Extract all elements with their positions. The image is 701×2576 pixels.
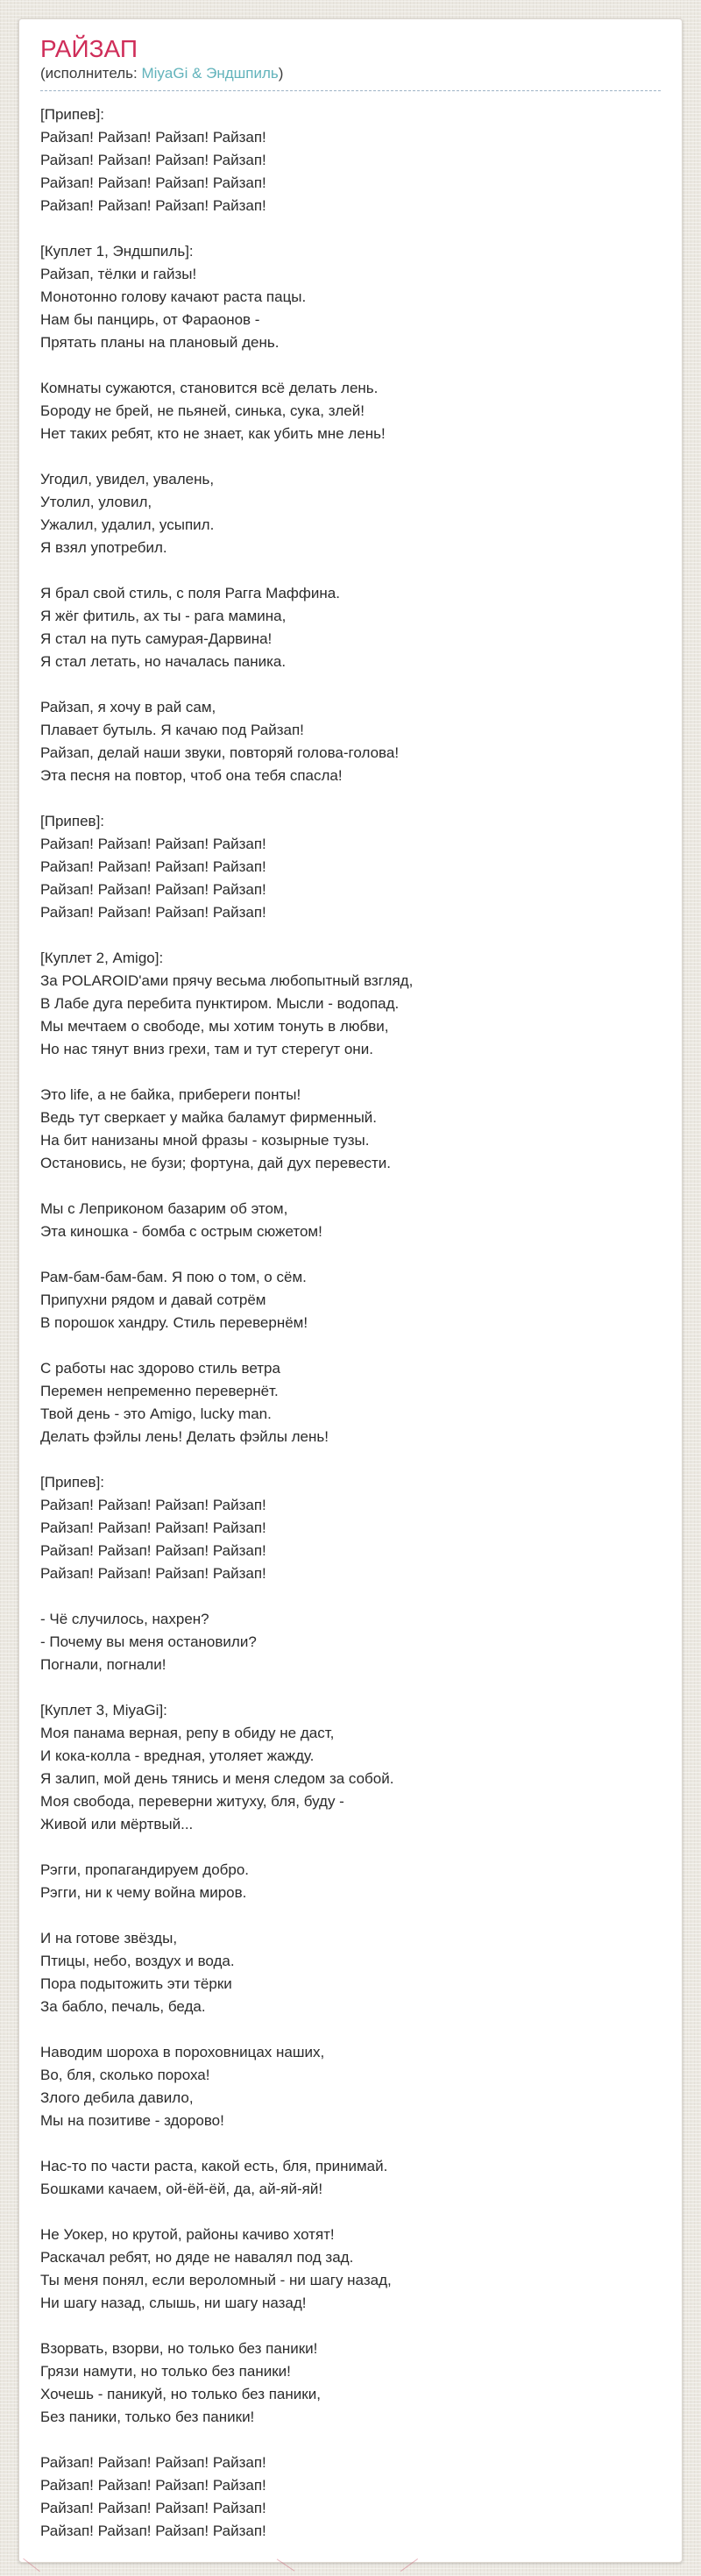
lyric-line: Рэгги, ни к чему война миров.: [40, 1884, 247, 1901]
lyric-line: Остановись, не бузи; фортуна, дай дух перевести.: [40, 1155, 392, 1171]
lyric-line: Плавает бутыль. Я качаю под Райзап!: [40, 722, 304, 738]
artist-line: [40, 63, 661, 84]
lyric-line: Припухни рядом и давай сотрём: [40, 1292, 266, 1308]
lyric-stanza: [40, 1198, 661, 1243]
lyric-line: Я жёг фитиль, ах ты - рага мамина,: [40, 608, 287, 624]
lyric-line: Рэгги, пропагандируем добро.: [40, 1861, 250, 1878]
lyric-stanza: [40, 1859, 661, 1904]
lyric-stanza: [40, 810, 661, 924]
lyric-stanza: [40, 2155, 661, 2201]
lyric-stanza: [40, 2451, 661, 2543]
lyric-line: Райзап, тёлки и гайзы!: [40, 266, 197, 282]
lyric-line: Злого дебила давило,: [40, 2089, 194, 2106]
lyric-line: Я стал летать, но началась паника.: [40, 653, 287, 670]
lyric-line: Ни шагу назад, слышь, ни шагу назад!: [40, 2295, 307, 2311]
lyric-line: Прятать планы на плановый день.: [40, 334, 280, 351]
lyric-line: Делать фэйлы лень! Делать фэйлы лень!: [40, 1428, 329, 1445]
lyric-line: Эта песня на повтор, чтоб она тебя спасла!: [40, 767, 343, 784]
lyric-line: Райзап, я хочу в рай сам,: [40, 699, 216, 715]
lyric-line: С работы нас здорово стиль ветра: [40, 1360, 280, 1377]
lyric-line: Погнали, погнали!: [40, 1656, 166, 1673]
lyric-line: Райзап, делай наши звуки, повторяй голова-голова!: [40, 744, 400, 761]
lyric-stanza: [40, 947, 661, 1061]
lyric-line: Комнаты сужаются, становится всё делать лень.: [40, 380, 379, 396]
lyric-line: Наводим шороха в пороховницах наших,: [40, 2044, 325, 2060]
lyric-line: И кока-колла - вредная, утоляет жажду.: [40, 1747, 315, 1764]
lyric-line: Не Уокер, но крутой, районы качиво хотят!: [40, 2226, 335, 2243]
lyric-line: Нет таких ребят, кто не знает, как убить мне лень!: [40, 425, 386, 442]
lyric-stanza: [40, 1471, 661, 1585]
lyric-line: Монотонно голову качают раста пацы.: [40, 288, 307, 305]
lyrics-text: [40, 103, 661, 2543]
lyric-line: Перемен непременно перевернёт.: [40, 1383, 279, 1399]
lyric-stanza: [40, 1699, 661, 1836]
lyric-line: Я стал на путь самурая-Дарвина!: [40, 630, 273, 647]
lyric-line: Бороду не брей, не пьяней, синька, сука, злей!: [40, 402, 365, 419]
lyric-line: Райзап! Райзап! Райзап! Райзап!: [40, 1497, 266, 1513]
artist-link[interactable]: MiyaGi & Эндшпиль: [141, 65, 279, 82]
lyric-stanza: [40, 1266, 661, 1334]
lyric-stanza: [40, 1608, 661, 1676]
lyric-line: Птицы, небо, воздух и вода.: [40, 1953, 235, 1969]
lyric-line: Но нас тянут вниз грехи, там и тут стерегут они.: [40, 1041, 373, 1057]
lyric-line: - Чё случилось, нахрен?: [40, 1611, 209, 1627]
lyric-stanza: [40, 2338, 661, 2429]
lyric-line: Это life, а не байка, прибереги понты!: [40, 1086, 301, 1103]
lyric-line: Мы с Леприконом базарим об этом,: [40, 1200, 288, 1217]
lyric-line: Хочешь - паникуй, но только без паники,: [40, 2386, 321, 2402]
lyric-stanza: [40, 2224, 661, 2315]
lyric-line: Нам бы панцирь, от Фараонов -: [40, 311, 260, 328]
lyric-line: Моя панама верная, репу в обиду не даст,: [40, 1725, 335, 1741]
lyric-line: Без паники, только без паники!: [40, 2409, 255, 2425]
lyric-line: Райзап! Райзап! Райзап! Райзап!: [40, 174, 266, 191]
song-header: [40, 35, 661, 91]
lyric-line: - Почему вы меня остановили?: [40, 1633, 257, 1650]
lyric-line: Мы мечтаем о свободе, мы хотим тонуть в любви,: [40, 1018, 389, 1035]
lyric-stanza: [40, 1084, 661, 1175]
lyric-stanza: [40, 1927, 661, 2018]
lyric-line: За POLAROID'ами прячу весьма любопытный взгляд,: [40, 972, 414, 989]
lyric-line: Райзап! Райзап! Райзап! Райзап!: [40, 881, 266, 898]
lyric-line: Во, бля, сколько пороха!: [40, 2067, 210, 2083]
lyric-stanza: [40, 1357, 661, 1448]
lyric-line: Мы на позитиве - здорово!: [40, 2112, 224, 2129]
lyric-line: [Куплет 1, Эндшпиль]:: [40, 243, 194, 260]
lyric-line: Райзап! Райзап! Райзап! Райзап!: [40, 1542, 266, 1559]
lyric-line: Пора подытожить эти тёрки: [40, 1975, 232, 1992]
lyric-line: Райзап! Райзап! Райзап! Райзап!: [40, 2500, 266, 2516]
lyric-line: [Куплет 3, MiyaGi]:: [40, 1702, 167, 1719]
lyric-stanza: [40, 582, 661, 673]
lyric-line: Взорвать, взорви, но только без паники!: [40, 2340, 318, 2357]
artist-label-suffix: ): [278, 65, 284, 82]
lyric-line: Эта киношка - бомба с острым сюжетом!: [40, 1223, 322, 1240]
lyric-line: За бабло, печаль, беда.: [40, 1998, 206, 2015]
lyrics-card: [18, 18, 683, 2563]
lyric-line: Райзап! Райзап! Райзап! Райзап!: [40, 904, 266, 921]
lyric-line: [Припев]:: [40, 106, 105, 123]
lyric-line: Райзап! Райзап! Райзап! Райзап!: [40, 836, 266, 852]
lyric-stanza: [40, 2041, 661, 2132]
artist-label-prefix: (исполнитель:: [40, 65, 138, 82]
lyric-line: Угодил, увидел, увалень,: [40, 471, 215, 487]
lyric-stanza: [40, 103, 661, 217]
lyric-line: Райзап! Райзап! Райзап! Райзап!: [40, 2454, 266, 2471]
lyric-line: Ужалил, удалил, усыпил.: [40, 516, 215, 533]
lyric-line: Я взял употребил.: [40, 539, 167, 556]
lyric-stanza: [40, 240, 661, 354]
lyric-line: Райзап! Райзап! Райзап! Райзап!: [40, 197, 266, 214]
lyric-line: Бошками качаем, ой-ёй-ёй, да, ай-яй-яй!: [40, 2181, 323, 2197]
lyric-line: В порошок хандру. Стиль перевернём!: [40, 1314, 308, 1331]
lyric-line: Райзап! Райзап! Райзап! Райзап!: [40, 2477, 266, 2494]
lyric-line: Раскачал ребят, но дяде не навалял под зад.: [40, 2249, 354, 2266]
lyric-line: На бит нанизаны мной фразы - козырные тузы.: [40, 1132, 370, 1149]
lyric-line: Рам-бам-бам-бам. Я пою о том, о сём.: [40, 1269, 307, 1285]
lyric-line: И на готове звёзды,: [40, 1930, 178, 1946]
lyric-line: [Припев]:: [40, 813, 105, 829]
lyric-line: Райзап! Райзап! Райзап! Райзап!: [40, 858, 266, 875]
lyric-line: Райзап! Райзап! Райзап! Райзап!: [40, 152, 266, 168]
lyric-line: Грязи намути, но только без паники!: [40, 2363, 291, 2380]
lyric-line: Я залип, мой день тянись и меня следом за собой.: [40, 1770, 394, 1787]
lyric-line: [Куплет 2, Amigo]:: [40, 950, 164, 966]
lyric-line: Нас-то по части раста, какой есть, бля, принимай.: [40, 2158, 388, 2174]
lyric-line: Ведь тут сверкает у майка баламут фирменный.: [40, 1109, 378, 1126]
lyric-line: Я брал свой стиль, с поля Рагга Маффина.: [40, 585, 340, 601]
lyric-line: Живой или мёртвый...: [40, 1816, 194, 1832]
lyric-line: Райзап! Райзап! Райзап! Райзап!: [40, 2523, 266, 2539]
lyric-stanza: [40, 377, 661, 445]
lyric-stanza: [40, 696, 661, 787]
song-title: РАЙЗАП: [40, 35, 138, 62]
lyric-line: [Припев]:: [40, 1474, 105, 1491]
lyric-line: Райзап! Райзап! Райзап! Райзап!: [40, 129, 266, 146]
lyric-line: Моя свобода, переверни житуху, бля, буду -: [40, 1793, 344, 1810]
lyric-line: Твой день - это Amigo, lucky man.: [40, 1405, 272, 1422]
lyric-line: Райзап! Райзап! Райзап! Райзап!: [40, 1519, 266, 1536]
lyric-stanza: [40, 468, 661, 559]
lyric-line: Утолил, уловил,: [40, 494, 152, 510]
lyric-line: В Лабе дуга перебита пунктиром. Мысли - водопад.: [40, 995, 400, 1012]
lyric-line: Ты меня понял, если вероломный - ни шагу назад,: [40, 2272, 392, 2288]
lyric-line: Райзап! Райзап! Райзап! Райзап!: [40, 1565, 266, 1582]
